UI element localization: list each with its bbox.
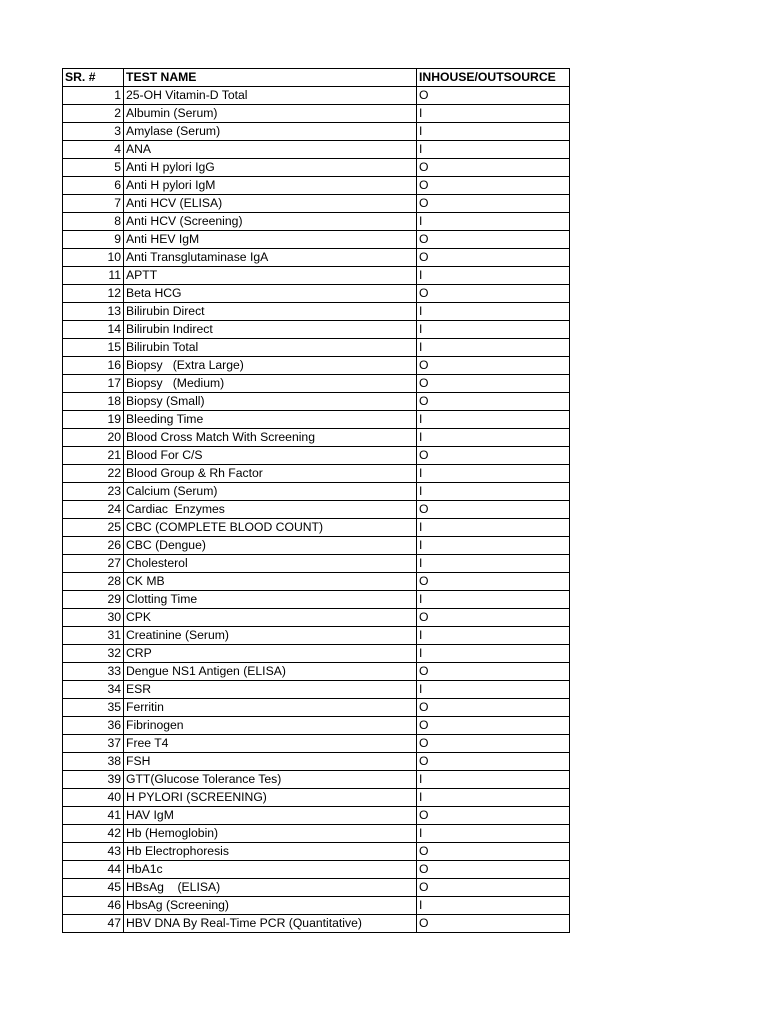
table-row <box>63 123 570 141</box>
test-name-cell: Anti HCV (Screening) <box>124 213 417 231</box>
sr-number-cell: 24 <box>63 501 124 519</box>
sr-number-cell: 25 <box>63 519 124 537</box>
sr-number-cell: 32 <box>63 645 124 663</box>
table-row <box>63 339 570 357</box>
table-row <box>63 267 570 285</box>
inhouse-outsource-cell: I <box>417 321 570 339</box>
test-name-cell: HAV IgM <box>124 807 417 825</box>
inhouse-outsource-cell: O <box>417 195 570 213</box>
table-row <box>63 195 570 213</box>
inhouse-outsource-cell: O <box>417 663 570 681</box>
test-list-table <box>62 68 570 933</box>
test-name-cell: HbsAg (Screening) <box>124 897 417 915</box>
inhouse-outsource-cell: O <box>417 861 570 879</box>
table-row <box>63 141 570 159</box>
test-name-cell: Bilirubin Direct <box>124 303 417 321</box>
test-name-cell: Blood Cross Match With Screening <box>124 429 417 447</box>
table-row <box>63 249 570 267</box>
sr-number-cell: 45 <box>63 879 124 897</box>
inhouse-outsource-cell: I <box>417 627 570 645</box>
sr-number-cell: 21 <box>63 447 124 465</box>
inhouse-outsource-cell: O <box>417 447 570 465</box>
table-row <box>63 231 570 249</box>
table-row <box>63 753 570 771</box>
inhouse-outsource-cell: O <box>417 843 570 861</box>
table-row <box>63 897 570 915</box>
table-row <box>63 411 570 429</box>
inhouse-outsource-cell: I <box>417 789 570 807</box>
sr-number-cell: 40 <box>63 789 124 807</box>
test-name-cell: Biopsy (Medium) <box>124 375 417 393</box>
inhouse-outsource-cell: O <box>417 753 570 771</box>
table-row <box>63 825 570 843</box>
inhouse-outsource-cell: I <box>417 897 570 915</box>
inhouse-outsource-cell: I <box>417 213 570 231</box>
sr-number-cell: 31 <box>63 627 124 645</box>
table-row <box>63 681 570 699</box>
test-name-cell: Biopsy (Extra Large) <box>124 357 417 375</box>
sr-number-cell: 6 <box>63 177 124 195</box>
table-row <box>63 447 570 465</box>
sr-number-cell: 27 <box>63 555 124 573</box>
sr-number-cell: 20 <box>63 429 124 447</box>
sr-number-cell: 23 <box>63 483 124 501</box>
inhouse-outsource-cell: I <box>417 591 570 609</box>
inhouse-outsource-cell: I <box>417 771 570 789</box>
sr-number-cell: 38 <box>63 753 124 771</box>
header-inhouse-outsource: INHOUSE/OUTSOURCE <box>417 69 570 87</box>
table-row <box>63 573 570 591</box>
table-row <box>63 699 570 717</box>
sr-number-cell: 28 <box>63 573 124 591</box>
test-name-cell: H PYLORI (SCREENING) <box>124 789 417 807</box>
inhouse-outsource-cell: I <box>417 825 570 843</box>
test-name-cell: Free T4 <box>124 735 417 753</box>
test-name-cell: Anti HEV IgM <box>124 231 417 249</box>
table-row <box>63 177 570 195</box>
sr-number-cell: 3 <box>63 123 124 141</box>
table-row <box>63 591 570 609</box>
inhouse-outsource-cell: O <box>417 375 570 393</box>
sr-number-cell: 1 <box>63 87 124 105</box>
table-row <box>63 159 570 177</box>
sr-number-cell: 16 <box>63 357 124 375</box>
table-row <box>63 393 570 411</box>
test-name-cell: ANA <box>124 141 417 159</box>
sr-number-cell: 17 <box>63 375 124 393</box>
inhouse-outsource-cell: O <box>417 357 570 375</box>
inhouse-outsource-cell: O <box>417 807 570 825</box>
inhouse-outsource-cell: I <box>417 141 570 159</box>
sr-number-cell: 15 <box>63 339 124 357</box>
test-name-cell: Hb Electrophoresis <box>124 843 417 861</box>
inhouse-outsource-cell: I <box>417 537 570 555</box>
test-name-cell: ESR <box>124 681 417 699</box>
table-row <box>63 321 570 339</box>
sr-number-cell: 30 <box>63 609 124 627</box>
sr-number-cell: 33 <box>63 663 124 681</box>
table-row <box>63 915 570 933</box>
sr-number-cell: 37 <box>63 735 124 753</box>
table-row <box>63 357 570 375</box>
inhouse-outsource-cell: I <box>417 519 570 537</box>
inhouse-outsource-cell: I <box>417 303 570 321</box>
table-row <box>63 663 570 681</box>
sr-number-cell: 8 <box>63 213 124 231</box>
test-name-cell: Amylase (Serum) <box>124 123 417 141</box>
inhouse-outsource-cell: O <box>417 573 570 591</box>
sr-number-cell: 35 <box>63 699 124 717</box>
inhouse-outsource-cell: O <box>417 717 570 735</box>
inhouse-outsource-cell: O <box>417 87 570 105</box>
inhouse-outsource-cell: I <box>417 555 570 573</box>
table-row <box>63 645 570 663</box>
test-name-cell: Anti H pylori IgG <box>124 159 417 177</box>
sr-number-cell: 18 <box>63 393 124 411</box>
table-row <box>63 879 570 897</box>
sr-number-cell: 11 <box>63 267 124 285</box>
table-row <box>63 627 570 645</box>
test-name-cell: Calcium (Serum) <box>124 483 417 501</box>
table-row <box>63 861 570 879</box>
table-row <box>63 789 570 807</box>
sr-number-cell: 26 <box>63 537 124 555</box>
test-name-cell: Anti HCV (ELISA) <box>124 195 417 213</box>
test-name-cell: Cardiac Enzymes <box>124 501 417 519</box>
inhouse-outsource-cell: I <box>417 645 570 663</box>
inhouse-outsource-cell: O <box>417 609 570 627</box>
test-name-cell: Blood For C/S <box>124 447 417 465</box>
sr-number-cell: 5 <box>63 159 124 177</box>
sr-number-cell: 34 <box>63 681 124 699</box>
inhouse-outsource-cell: I <box>417 411 570 429</box>
sr-number-cell: 12 <box>63 285 124 303</box>
header-row <box>63 69 570 87</box>
test-name-cell: CRP <box>124 645 417 663</box>
test-name-cell: Bleeding Time <box>124 411 417 429</box>
table-row <box>63 429 570 447</box>
test-name-cell: 25-OH Vitamin-D Total <box>124 87 417 105</box>
inhouse-outsource-cell: I <box>417 105 570 123</box>
inhouse-outsource-cell: O <box>417 159 570 177</box>
table-header <box>63 69 570 87</box>
table-row <box>63 609 570 627</box>
test-name-cell: Cholesterol <box>124 555 417 573</box>
sr-number-cell: 39 <box>63 771 124 789</box>
inhouse-outsource-cell: I <box>417 123 570 141</box>
table-row <box>63 537 570 555</box>
table-row <box>63 501 570 519</box>
sr-number-cell: 46 <box>63 897 124 915</box>
sr-number-cell: 10 <box>63 249 124 267</box>
inhouse-outsource-cell: O <box>417 177 570 195</box>
test-name-cell: HbA1c <box>124 861 417 879</box>
sr-number-cell: 42 <box>63 825 124 843</box>
table-row <box>63 807 570 825</box>
inhouse-outsource-cell: O <box>417 501 570 519</box>
test-name-cell: APTT <box>124 267 417 285</box>
sr-number-cell: 41 <box>63 807 124 825</box>
test-name-cell: CBC (COMPLETE BLOOD COUNT) <box>124 519 417 537</box>
sr-number-cell: 9 <box>63 231 124 249</box>
table-row <box>63 285 570 303</box>
table-row <box>63 303 570 321</box>
header-test-name: TEST NAME <box>124 69 417 87</box>
sr-number-cell: 14 <box>63 321 124 339</box>
test-name-cell: Blood Group & Rh Factor <box>124 465 417 483</box>
test-name-cell: Fibrinogen <box>124 717 417 735</box>
sr-number-cell: 13 <box>63 303 124 321</box>
table-row <box>63 375 570 393</box>
inhouse-outsource-cell: I <box>417 429 570 447</box>
test-name-cell: CBC (Dengue) <box>124 537 417 555</box>
test-name-cell: HBsAg (ELISA) <box>124 879 417 897</box>
table-row <box>63 105 570 123</box>
inhouse-outsource-cell: O <box>417 735 570 753</box>
sr-number-cell: 4 <box>63 141 124 159</box>
table-row <box>63 843 570 861</box>
inhouse-outsource-cell: I <box>417 339 570 357</box>
inhouse-outsource-cell: I <box>417 681 570 699</box>
table-row <box>63 483 570 501</box>
sr-number-cell: 29 <box>63 591 124 609</box>
sr-number-cell: 43 <box>63 843 124 861</box>
table-row <box>63 735 570 753</box>
test-name-cell: CK MB <box>124 573 417 591</box>
test-name-cell: Clotting Time <box>124 591 417 609</box>
inhouse-outsource-cell: O <box>417 249 570 267</box>
inhouse-outsource-cell: O <box>417 699 570 717</box>
test-name-cell: GTT(Glucose Tolerance Tes) <box>124 771 417 789</box>
table-row <box>63 717 570 735</box>
sr-number-cell: 2 <box>63 105 124 123</box>
sr-number-cell: 7 <box>63 195 124 213</box>
table-row <box>63 771 570 789</box>
header-sr-number: SR. # <box>63 69 124 87</box>
table-row <box>63 555 570 573</box>
test-name-cell: Anti Transglutaminase IgA <box>124 249 417 267</box>
test-name-cell: Dengue NS1 Antigen (ELISA) <box>124 663 417 681</box>
sr-number-cell: 36 <box>63 717 124 735</box>
test-name-cell: Anti H pylori IgM <box>124 177 417 195</box>
table-body <box>63 87 570 933</box>
inhouse-outsource-cell: O <box>417 879 570 897</box>
sr-number-cell: 47 <box>63 915 124 933</box>
inhouse-outsource-cell: O <box>417 393 570 411</box>
table-row <box>63 465 570 483</box>
inhouse-outsource-cell: I <box>417 465 570 483</box>
test-name-cell: Hb (Hemoglobin) <box>124 825 417 843</box>
test-name-cell: Biopsy (Small) <box>124 393 417 411</box>
inhouse-outsource-cell: I <box>417 267 570 285</box>
inhouse-outsource-cell: O <box>417 231 570 249</box>
sr-number-cell: 19 <box>63 411 124 429</box>
inhouse-outsource-cell: I <box>417 483 570 501</box>
table-row <box>63 87 570 105</box>
test-name-cell: CPK <box>124 609 417 627</box>
test-name-cell: FSH <box>124 753 417 771</box>
table-row <box>63 519 570 537</box>
test-name-cell: Albumin (Serum) <box>124 105 417 123</box>
test-name-cell: HBV DNA By Real-Time PCR (Quantitative) <box>124 915 417 933</box>
test-name-cell: Bilirubin Total <box>124 339 417 357</box>
sr-number-cell: 22 <box>63 465 124 483</box>
inhouse-outsource-cell: O <box>417 915 570 933</box>
table-row <box>63 213 570 231</box>
test-name-cell: Beta HCG <box>124 285 417 303</box>
sr-number-cell: 44 <box>63 861 124 879</box>
inhouse-outsource-cell: O <box>417 285 570 303</box>
test-name-cell: Creatinine (Serum) <box>124 627 417 645</box>
test-name-cell: Bilirubin Indirect <box>124 321 417 339</box>
test-name-cell: Ferritin <box>124 699 417 717</box>
